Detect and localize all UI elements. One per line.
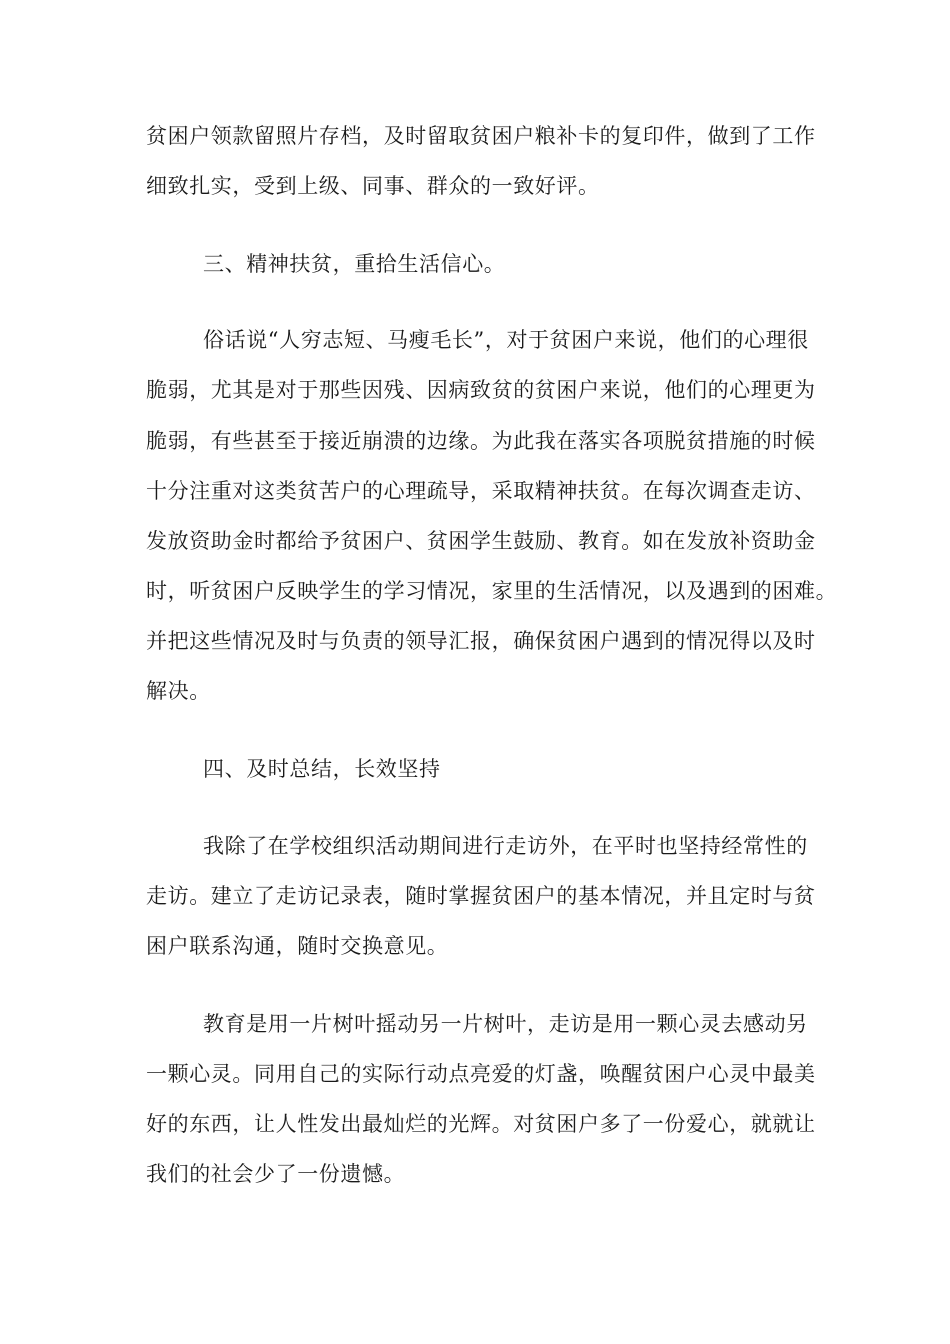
paragraph-line: 我除了在学校组织活动期间进行走访外，在平时也坚持经常性的	[203, 834, 808, 858]
paragraph-line: 好的东西，让人性发出最灿烂的光辉。对贫困户多了一份爱心，就就让	[146, 1112, 816, 1136]
section-heading: 四、及时总结，长效坚持	[203, 757, 441, 781]
paragraph-line: 细致扎实，受到上级、同事、群众的一致好评。	[146, 174, 600, 198]
paragraph-line: 教育是用一片树叶摇动另一片树叶，走访是用一颗心灵去感动另	[203, 1012, 808, 1036]
paragraph-line: 贫困户领款留照片存档，及时留取贫困户粮补卡的复印件，做到了工作	[146, 124, 816, 148]
paragraph-line: 十分注重对这类贫苦户的心理疏导，采取精神扶贫。在每次调查走访、	[146, 479, 816, 503]
paragraph-line: 走访。建立了走访记录表，随时掌握贫困户的基本情况，并且定时与贫	[146, 884, 816, 908]
paragraph-line: 发放资助金时都给予贫困户、贫困学生鼓励、教育。如在发放补资助金	[146, 529, 816, 553]
paragraph-line: 俗话说“人穷志短、马瘦毛长”，对于贫困户来说，他们的心理很	[203, 328, 809, 352]
paragraph-line: 并把这些情况及时与负责的领导汇报，确保贫困户遇到的情况得以及时	[146, 629, 816, 653]
paragraph-line: 困户联系沟通，随时交换意见。	[146, 934, 449, 958]
section-heading: 三、精神扶贫，重拾生活信心。	[203, 252, 506, 276]
paragraph-line: 解决。	[146, 679, 211, 703]
paragraph-line: 一颗心灵。同用自己的实际行动点亮爱的灯盏，唤醒贫困户心灵中最美	[146, 1062, 816, 1086]
paragraph-line: 脆弱，尤其是对于那些因残、因病致贫的贫困户来说，他们的心理更为	[146, 378, 816, 402]
paragraph-line: 我们的社会少了一份遗憾。	[146, 1162, 406, 1186]
paragraph-line: 脆弱，有些甚至于接近崩溃的边缘。为此我在落实各项脱贫措施的时候	[146, 429, 816, 453]
paragraph-line: 时，听贫困户反映学生的学习情况，家里的生活情况，以及遇到的困难。	[146, 579, 838, 603]
